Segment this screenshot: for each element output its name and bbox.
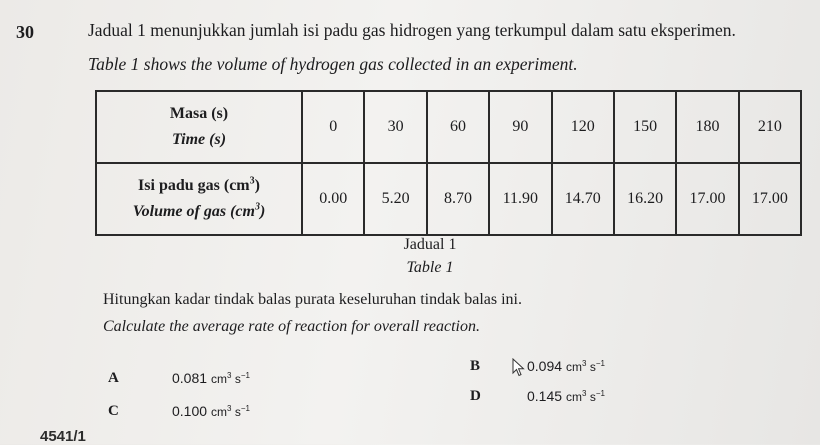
instruction-malay: Hitungkan kadar tindak balas purata keseluruhan tindak balas ini. xyxy=(103,291,522,308)
time-cell: 210 xyxy=(739,91,801,163)
option-b-letter[interactable]: B xyxy=(470,358,481,374)
time-cell: 150 xyxy=(614,91,676,163)
volume-cell: 16.20 xyxy=(614,163,676,235)
volume-cell: 14.70 xyxy=(552,163,614,235)
table-caption-english: Table 1 xyxy=(406,259,454,276)
option-a-unit: $cm^3$ $s^{-1}$ xyxy=(211,371,250,386)
volume-cell: 17.00 xyxy=(739,163,801,235)
option-a-letter[interactable]: A xyxy=(108,370,119,386)
option-d-letter[interactable]: D xyxy=(470,388,481,404)
option-c-value: 0.100 xyxy=(172,403,208,419)
option-a-value: 0.081 xyxy=(172,370,208,386)
volume-label-english: Volume of gas $(cm^3)$ xyxy=(132,201,266,220)
table-row-volume xyxy=(96,163,801,235)
time-label-malay: Masa (s) xyxy=(169,105,229,122)
volume-cell: 0.00 xyxy=(302,163,364,235)
option-c-unit: $cm^3$ $s^{-1}$ xyxy=(211,404,250,419)
data-table xyxy=(95,90,802,236)
time-label-english: Time (s) xyxy=(171,131,227,148)
table-row-time xyxy=(96,91,801,163)
option-a[interactable] xyxy=(172,370,250,388)
time-cell: 0 xyxy=(302,91,364,163)
time-cell: 120 xyxy=(552,91,614,163)
question-intro-malay: Jadual 1 menunjukkan jumlah isi padu gas hidrogen yang terkumpul dalam satu eksperimen. xyxy=(88,20,736,40)
option-c-letter[interactable]: C xyxy=(108,403,119,419)
option-c[interactable] xyxy=(172,403,250,421)
option-b-unit: $cm^3$ $s^{-1}$ xyxy=(566,359,605,374)
volume-header-cell xyxy=(96,163,302,235)
time-cell: 60 xyxy=(427,91,489,163)
volume-cell: 17.00 xyxy=(676,163,738,235)
option-b[interactable] xyxy=(527,358,605,376)
volume-label-malay: Isi padu gas $(cm^3)$ xyxy=(138,175,260,194)
volume-cell: 8.70 xyxy=(427,163,489,235)
option-d[interactable] xyxy=(527,388,605,406)
volume-cell: 5.20 xyxy=(364,163,426,235)
paper-code: 4541/1 xyxy=(40,428,86,445)
question-number: 30 xyxy=(16,22,34,42)
mouse-cursor-icon xyxy=(512,358,526,378)
time-cell: 180 xyxy=(676,91,738,163)
question-intro-english: Table 1 shows the volume of hydrogen gas collected in an experiment. xyxy=(88,54,578,74)
option-d-value: 0.145 xyxy=(527,388,563,404)
time-cell: 30 xyxy=(364,91,426,163)
option-d-unit: $cm^3$ $s^{-1}$ xyxy=(566,389,605,404)
time-header-cell xyxy=(96,91,302,163)
time-cell: 90 xyxy=(489,91,551,163)
volume-cell: 11.90 xyxy=(489,163,551,235)
option-b-value: 0.094 xyxy=(527,358,563,374)
instruction-english: Calculate the average rate of reaction for overall reaction. xyxy=(103,318,480,335)
table-caption-malay: Jadual 1 xyxy=(403,236,457,253)
